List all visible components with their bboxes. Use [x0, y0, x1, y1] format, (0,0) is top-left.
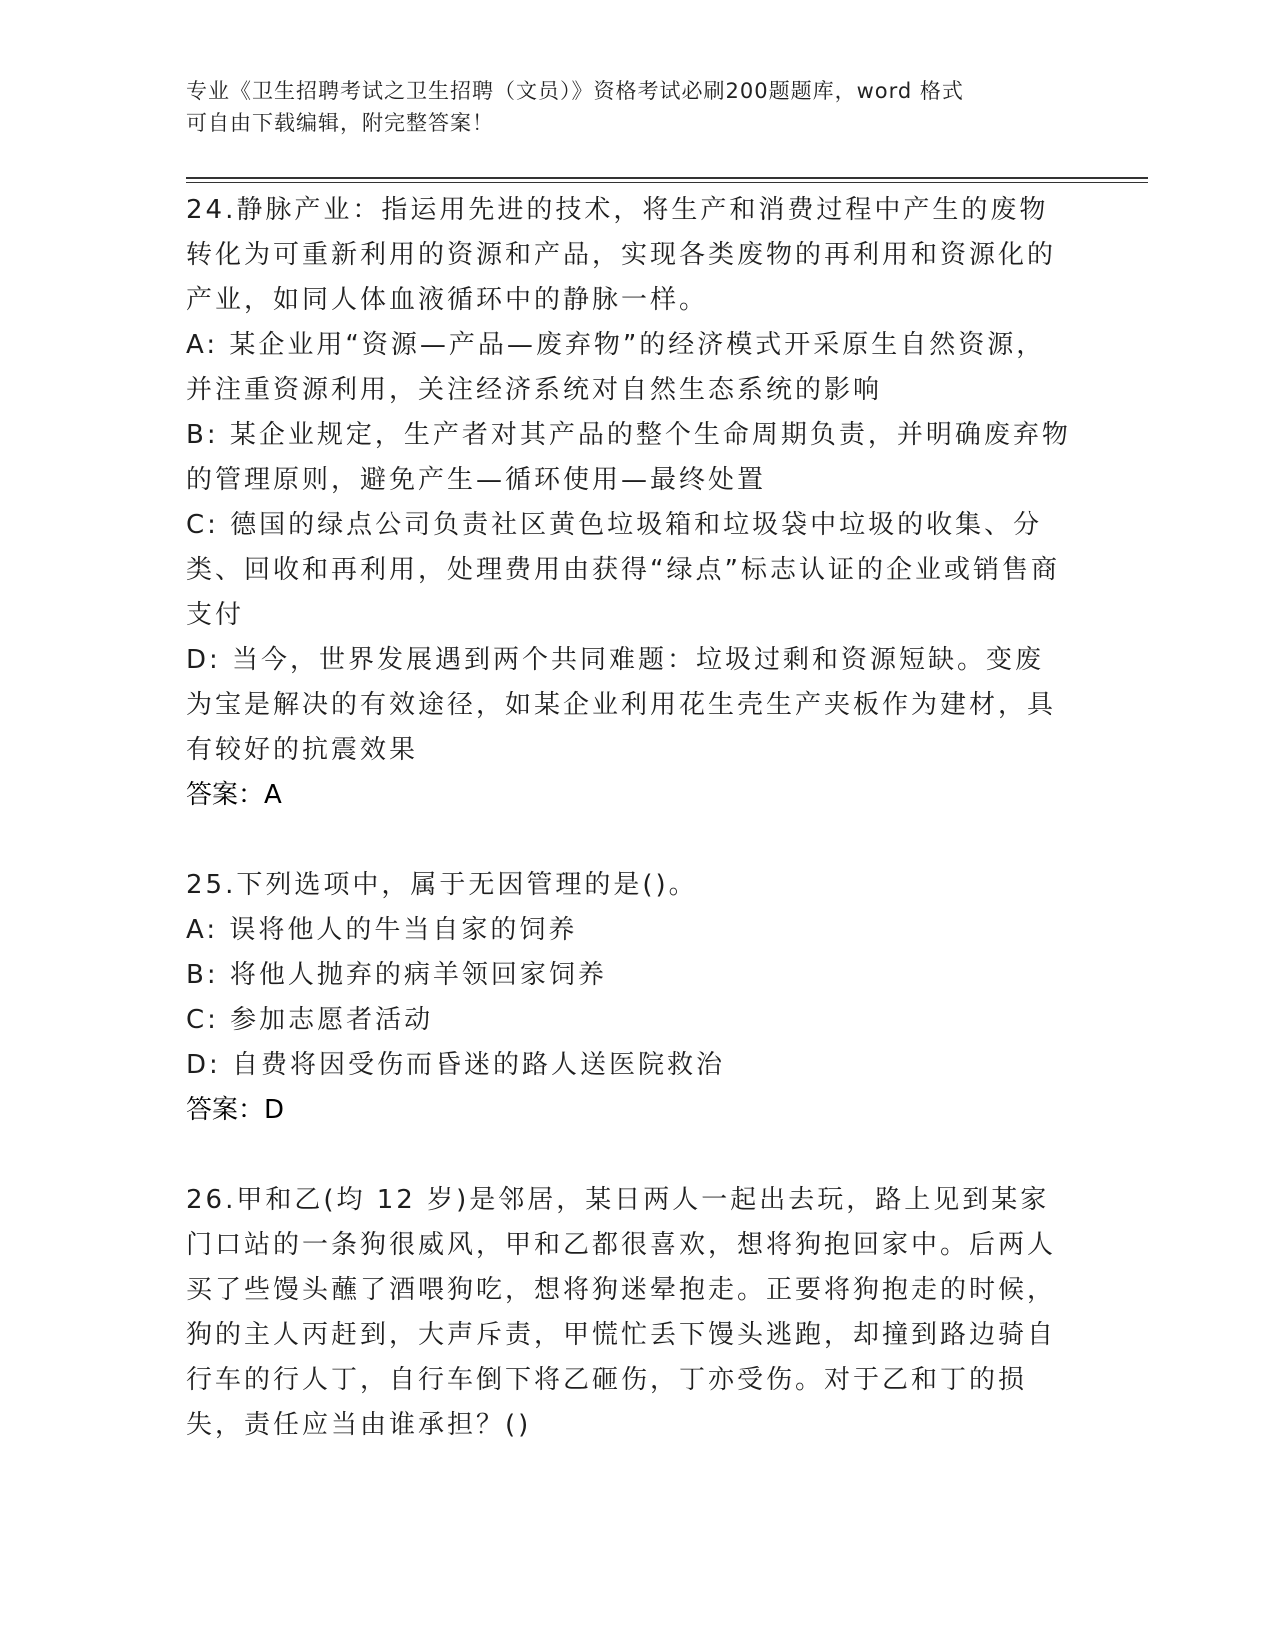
header-divider-thick — [186, 177, 1148, 179]
option-d: D: 当今，世界发展遇到两个共同难题：垃圾过剩和资源短缺。变废为宝是解决的有效途径，如某企业利用花生壳生产夹板作为建材，具有较好的抗震效果 — [186, 645, 1057, 765]
option-c: C: 德国的绿点公司负责社区黄色垃圾箱和垃圾袋中垃圾的收集、分类、回收和再利用，处理费用由获得“绿点”标志认证的企业或销售商支付 — [186, 510, 1060, 630]
document-header — [186, 75, 1066, 139]
question-stem: 24.静脉产业：指运用先进的技术，将生产和消费过程中产生的废物转化为可重新利用的资源和产品，实现各类废物的再利用和资源化的产业，如同人体血液循环中的静脉一样。 — [186, 195, 1057, 315]
question-stem: 25.下列选项中，属于无因管理的是()。 — [186, 870, 698, 900]
option-d: D: 自费将因受伤而昏迷的路人送医院救治 — [186, 1050, 726, 1080]
question-list — [186, 188, 1071, 1448]
question-24 — [186, 188, 1071, 818]
question-26 — [186, 1178, 1071, 1448]
question-stem: 26.甲和乙(均 12 岁)是邻居，某日两人一起出去玩，路上见到某家门口站的一条狗很威风，甲和乙都很喜欢，想将狗抱回家中。后两人买了些馒头蘸了酒喂狗吃，想将狗迷晕抱走。正要将狗抱走的时候，狗的主人丙赶到，大声斥责，甲慌忙丢下馒头逃跑，却撞到路边骑自行车的行人丁，自行车倒下将乙砸伤，丁亦受伤。对于乙和丁的损失，责任应当由谁承担？() — [186, 1185, 1057, 1440]
spacer — [186, 818, 1071, 863]
answer-label: 答案：A — [186, 780, 282, 810]
answer-label: 答案：D — [186, 1095, 285, 1125]
option-a: A: 误将他人的牛当自家的饲养 — [186, 915, 578, 945]
option-c: C: 参加志愿者活动 — [186, 1005, 434, 1035]
option-b: B: 将他人抛弃的病羊领回家饲养 — [186, 960, 607, 990]
option-b: B: 某企业规定，生产者对其产品的整个生命周期负责，并明确废弃物的管理原则，避免产生—循环使用—最终处置 — [186, 420, 1071, 495]
option-a: A: 某企业用“资源—产品—废弃物”的经济模式开采原生自然资源，并注重资源利用，关注经济系统对自然生态系统的影响 — [186, 330, 1046, 405]
question-25 — [186, 863, 1071, 1133]
spacer — [186, 1133, 1071, 1178]
header-line-1: 专业《卫生招聘考试之卫生招聘（文员）》资格考试必刷200题题库，word 格式 — [186, 79, 964, 103]
header-divider-thin — [186, 182, 1148, 183]
header-line-2: 可自由下载编辑，附完整答案！ — [186, 111, 494, 135]
